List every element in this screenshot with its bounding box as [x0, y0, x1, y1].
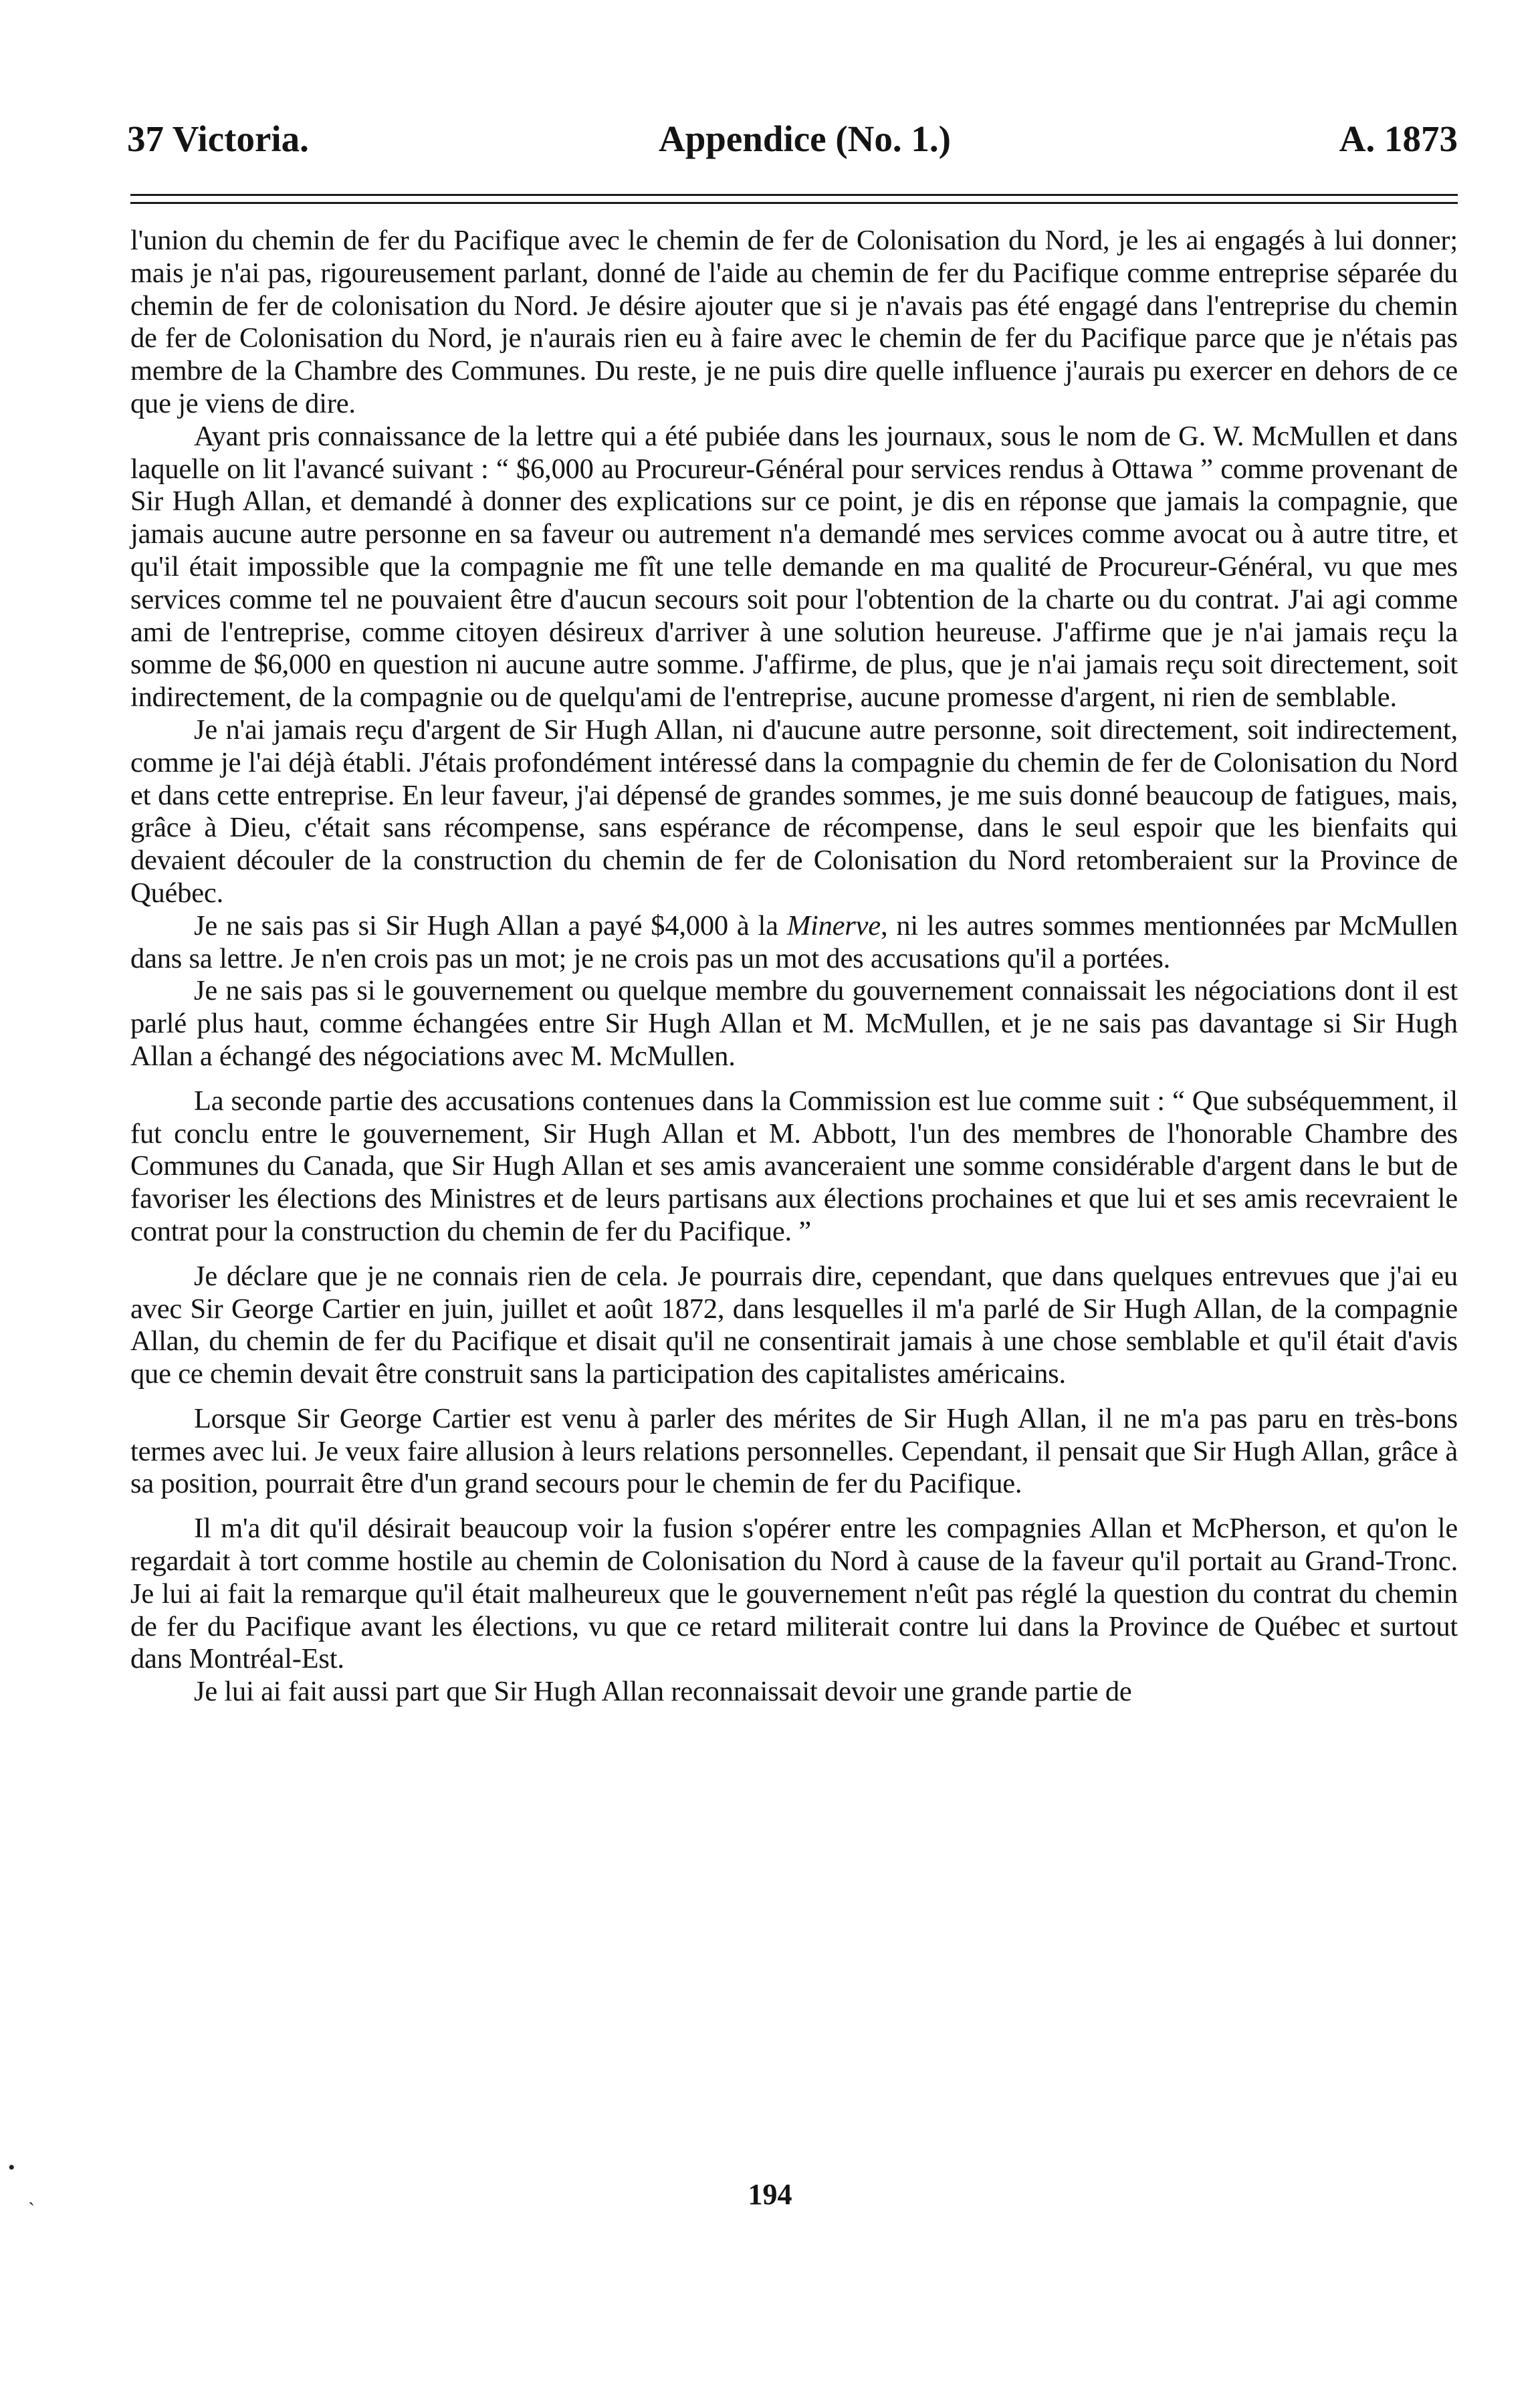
paragraph: Je déclare que je ne connais rien de cela. Je pourrais dire, cependant, que dans quelques entrevues que j'ai eu avec Sir George Cartier en juin, juillet et août 1872, dans lesquelles il m'a parlé de Sir Hugh Allan, de la compagnie Allan, du chemin de fer du Pacifique et disait qu'il ne consentirait jamais à une chose semblable et qu'il était d'avis que ce chemin devait être construit sans la participation des capitalistes américains.	[130, 1260, 1458, 1390]
margin-mark: `	[28, 2199, 35, 2221]
paragraph: Lorsque Sir George Cartier est venu à parler des mérites de Sir Hugh Allan, il ne m'a pas paru en très-bons termes avec lui. Je veux faire allusion à leurs relations personnelles. Cependant, il pensait que Sir Hugh Allan, grâce à sa position, pourrait être d'un grand secours pour le chemin de fer du Pacifique.	[130, 1402, 1458, 1500]
paragraph: Je n'ai jamais reçu d'argent de Sir Hugh Allan, ni d'aucune autre personne, soit directement, soit indirectement, comme je l'ai déjà établi. J'étais profondément intéressé dans la compagnie du chemin de fer de Colonisation du Nord et dans cette entreprise. En leur faveur, j'ai dépensé de grandes sommes, je me suis donné beaucoup de fatigues, mais, grâce à Dieu, c'était sans récompense, sans espérance de récompense, dans le seul espoir que les bienfaits qui devaient découler de la construction du chemin de fer de Colonisation du Nord retomberaient sur la Province de Québec.	[130, 714, 1458, 909]
italic-term: Minerve	[786, 909, 881, 942]
paragraph: Je lui ai fait aussi part que Sir Hugh Allan reconnaissait devoir une grande partie de	[194, 1676, 1132, 1708]
paragraph: l'union du chemin de fer du Pacifique avec le chemin de fer de Colonisation du Nord, je les ai engagés à lui donner; mais je n'ai pas, rigoureusement parlant, donné de l'aide au chemin de fer du Pacifique comme entreprise séparée du chemin de fer de colonisation du Nord. Je désire ajouter que si je n'avais pas été engagé dans l'entreprise du chemin de fer de Colonisation du Nord, je n'aurais rien eu à faire avec le chemin de fer du Pacifique parce que je n'étais pas membre de la Chambre des Communes. Du reste, je ne puis dire quelle influence j'aurais pu exercer en dehors de ce que je viens de dire.	[130, 225, 1458, 419]
header-year: A. 1873	[1339, 118, 1458, 159]
paragraph: La seconde partie des accusations contenues dans la Commission est lue comme suit : “ Que subséquemment, il fut conclu entre le gouvernement, Sir Hugh Allan et M. Abbott, l'un des membres de l'honorable Chambre des Communes du Canada, que Sir Hugh Allan et ses amis avanceraient une somme considérable d'argent dans le but de favoriser les élections des Ministres et de leurs partisans aux élections prochaines et que lui et ses amis recevraient le contrat pour la construction du chemin de fer du Pacifique. ”	[130, 1085, 1458, 1247]
paragraph: Je ne sais pas si Sir Hugh Allan a payé $4,000 à la Minerve, ni les autres sommes mentionnées par McMullen dans sa lettre. Je n'en crois pas un mot; je ne crois pas un mot des accusations qu'il a portées.	[130, 909, 1458, 974]
running-header	[127, 112, 1458, 166]
header-rule-bottom	[130, 202, 1458, 204]
header-title: Appendice (No. 1.)	[659, 118, 951, 159]
header-volume: 37 Victoria.	[127, 118, 309, 159]
body-text	[130, 225, 1458, 1709]
paragraph: Il m'a dit qu'il désirait beaucoup voir la fusion s'opérer entre les compagnies Allan et McPherson, et qu'on le regardait à tort comme hostile au chemin de Colonisation du Nord à cause de la faveur qu'il portait au Grand-Tronc. Je lui ai fait la remarque qu'il était malheureux que le gouvernement n'eût pas réglé la question du contrat du chemin de fer du Pacifique avant les élections, vu que ce retard militerait contre lui dans la Province de Québec et surtout dans Montréal-Est.	[130, 1513, 1458, 1675]
margin-mark: •	[8, 2157, 15, 2179]
paragraph: Je ne sais pas si le gouvernement ou quelque membre du gouvernement connaissait les négociations dont il est parlé plus haut, comme échangées entre Sir Hugh Allan et M. McMullen, et je ne sais pas davantage si Sir Hugh Allan a échangé des négociations avec M. McMullen.	[130, 975, 1458, 1072]
header-rule-top	[130, 194, 1458, 196]
paragraph: Ayant pris connaissance de la lettre qui a été pubiée dans les journaux, sous le nom de G. W. McMullen et dans laquelle on lit l'avancé suivant : “ $6,000 au Procureur-Général pour services rendus à Ottawa ” comme provenant de Sir Hugh Allan, et demandé à donner des explications sur ce point, je dis en réponse que jamais la compagnie, que jamais aucune autre personne en sa faveur ou autrement n'a demandé mes services comme avocat ou à autre titre, et qu'il était impossible que la compagnie me fît une telle demande en ma qualité de Procureur-Général, vu que mes services comme tel ne pouvaient être d'aucun secours soit pour l'obtention de la charte ou du contrat. J'ai agi comme ami de l'entreprise, comme citoyen désireux d'arriver à une solution heureuse. J'affirme que je n'ai jamais reçu la somme de $6,000 en question ni aucune autre somme. J'affirme, de plus, que je n'ai jamais reçu soit directement, soit indirectement, de la compagnie ou de quelqu'ami de l'entreprise, aucune promesse d'argent, ni rien de semblable.	[130, 420, 1458, 714]
page-number: 194	[748, 2178, 792, 2211]
